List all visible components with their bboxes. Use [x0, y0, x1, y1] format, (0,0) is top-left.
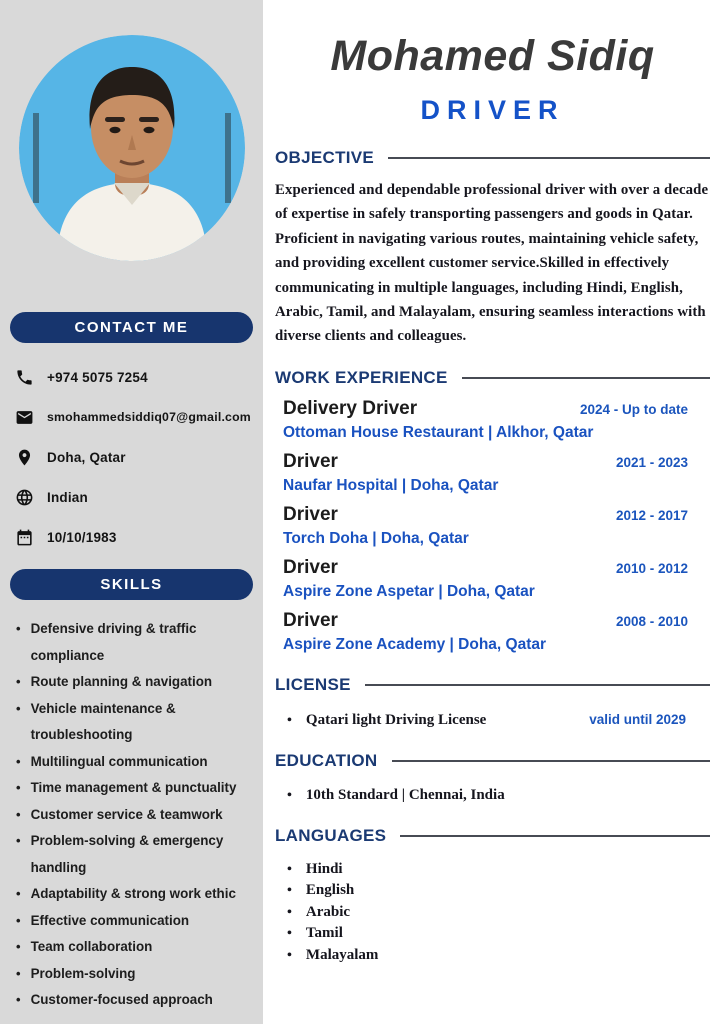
languages-list: [275, 859, 710, 967]
skill-label: Defensive driving & traffic compliance: [30, 621, 197, 663]
bullet-icon: •: [287, 947, 292, 963]
languages-section: [275, 826, 710, 967]
work-heading-row: [275, 368, 710, 388]
bullet-icon: •: [16, 806, 21, 822]
contact-list: [0, 367, 263, 547]
jobs-list: [275, 398, 710, 654]
language-item: [275, 859, 710, 881]
license-name: Qatari light Driving License: [305, 711, 487, 728]
skill-item: [16, 908, 251, 935]
skill-label: Vehicle maintenance & troubleshooting: [30, 700, 176, 742]
skill-label: Time management & punctuality: [30, 780, 237, 795]
job-entry: [275, 504, 710, 548]
bullet-icon: •: [287, 861, 292, 877]
heading-rule: [392, 760, 711, 762]
skill-item: [16, 961, 251, 988]
skill-label: Customer-focused approach: [30, 992, 213, 1007]
bullet-icon: •: [16, 833, 21, 848]
skill-label: Customer service & teamwork: [30, 806, 223, 822]
globe-icon: [14, 487, 34, 507]
job-title: Driver: [283, 503, 338, 525]
skill-label: Multilingual communication: [30, 753, 208, 769]
skill-item: [16, 669, 251, 696]
objective-section: [275, 148, 710, 349]
email-icon: [14, 407, 34, 427]
skill-item: [16, 616, 251, 669]
language-label: Hindi: [305, 860, 343, 877]
language-label: Arabic: [305, 903, 351, 920]
bullet-icon: •: [16, 886, 21, 901]
job-company: Torch Doha | Doha, Qatar: [283, 529, 469, 547]
license-heading-row: [275, 675, 710, 695]
heading-rule: [462, 377, 710, 379]
skill-label: Team collaboration: [30, 939, 153, 954]
role-title: DRIVER: [420, 95, 565, 125]
job-title: Driver: [283, 609, 338, 631]
location-icon: [14, 447, 34, 467]
skill-item: [16, 828, 251, 881]
calendar-icon: [14, 527, 34, 547]
contact-item-birthdate: [0, 527, 263, 547]
skill-item: [16, 881, 251, 908]
skill-label: Effective communication: [30, 912, 190, 928]
bullet-icon: •: [287, 712, 292, 728]
job-entry: [275, 451, 710, 495]
skills-section-header: SKILLS: [10, 569, 253, 600]
contact-item-nationality: [0, 487, 263, 507]
sidebar: [0, 0, 263, 1024]
job-dates: 2024 - Up to date: [579, 401, 688, 417]
skill-item: [16, 934, 251, 961]
work-heading: WORK EXPERIENCE: [275, 367, 448, 387]
work-experience-section: [275, 368, 710, 654]
skill-label: Adaptability & strong work ethic: [30, 886, 236, 901]
contact-item-phone: [0, 367, 263, 387]
education-heading: EDUCATION: [275, 750, 378, 770]
job-title: Driver: [283, 556, 338, 578]
language-item: [275, 902, 710, 924]
skill-label: Route planning & navigation: [30, 674, 213, 689]
bullet-icon: •: [16, 621, 21, 636]
education-name: 10th Standard | Chennai, India: [305, 786, 505, 803]
bullet-icon: •: [16, 753, 21, 769]
skill-item: [16, 749, 251, 776]
main-column: [263, 0, 725, 1024]
language-label: English: [305, 882, 355, 899]
skills-list: [0, 616, 263, 1014]
skill-item: [16, 802, 251, 829]
language-item: [275, 880, 710, 902]
job-company: Ottoman House Restaurant | Alkhor, Qatar: [283, 423, 594, 441]
skill-label: Problem-solving & emergency handling: [30, 833, 224, 875]
job-title: Driver: [283, 450, 338, 472]
profile-photo-illustration: [19, 35, 245, 261]
phone-icon: [14, 367, 34, 387]
job-dates: 2021 - 2023: [615, 454, 688, 470]
skill-item: [16, 696, 251, 749]
heading-rule: [365, 684, 710, 686]
job-dates: 2010 - 2012: [615, 560, 688, 576]
heading-rule: [388, 157, 710, 159]
objective-heading: OBJECTIVE: [275, 148, 375, 167]
license-entry: [275, 712, 710, 729]
license-section: [275, 675, 710, 729]
education-entry: [275, 787, 710, 804]
job-title: Delivery Driver: [283, 397, 418, 419]
language-label: Tamil: [305, 925, 343, 942]
nationality-value: Indian: [47, 489, 88, 505]
languages-heading: LANGUAGES: [275, 825, 387, 845]
bullet-icon: •: [287, 883, 292, 899]
phone-value: +974 5075 7254: [47, 369, 148, 385]
bullet-icon: •: [16, 965, 21, 981]
skill-item: [16, 775, 251, 802]
languages-heading-row: [275, 826, 710, 846]
name-title: Mohamed Sidiq: [330, 32, 655, 80]
job-dates: 2008 - 2010: [615, 613, 688, 629]
education-section: [275, 751, 710, 804]
bullet-icon: •: [16, 674, 21, 689]
bullet-icon: •: [16, 700, 21, 716]
education-heading-row: [275, 751, 710, 771]
skill-item: [16, 987, 251, 1014]
language-label: Malayalam: [305, 946, 379, 963]
bullet-icon: •: [16, 992, 21, 1007]
objective-text: Experienced and dependable professional driver with over a decade of expertise in safely transporting passengers and goods in Qatar. Proficient in navigating various routes, maintaining vehicle safety, and providing excellent customer service.Skilled in effectively communicating in multiple languages, including Hindi, English, Arabic, Tamil, and Malayalam, ensuring seamless interactions with diverse clients and colleagues.: [275, 182, 709, 345]
objective-heading-row: [275, 148, 710, 168]
job-company: Naufar Hospital | Doha, Qatar: [283, 476, 499, 494]
bullet-icon: •: [16, 780, 21, 795]
contact-section-header: CONTACT ME: [10, 312, 253, 343]
license-heading: LICENSE: [275, 674, 351, 694]
language-item: [275, 923, 710, 945]
job-company: Aspire Zone Academy | Doha, Qatar: [283, 635, 547, 653]
language-item: [275, 945, 710, 967]
contact-item-location: [0, 447, 263, 467]
bullet-icon: •: [16, 912, 21, 928]
license-validity: valid until 2029: [589, 711, 686, 727]
job-entry: [275, 610, 710, 654]
contact-item-email: [0, 407, 263, 427]
job-company: Aspire Zone Aspetar | Doha, Qatar: [283, 582, 535, 600]
job-entry: [275, 557, 710, 601]
birthdate-value: 10/10/1983: [47, 529, 117, 545]
location-value: Doha, Qatar: [47, 449, 126, 465]
heading-rule: [400, 835, 710, 837]
job-entry: [275, 398, 710, 442]
bullet-icon: •: [287, 926, 292, 942]
email-value: smohammedsiddiq07@gmail.com: [47, 410, 251, 424]
bullet-icon: •: [287, 787, 292, 803]
bullet-icon: •: [287, 904, 292, 920]
job-dates: 2012 - 2017: [615, 507, 688, 523]
profile-photo: [19, 35, 245, 261]
bullet-icon: •: [16, 939, 21, 954]
skill-label: Problem-solving: [30, 965, 136, 981]
